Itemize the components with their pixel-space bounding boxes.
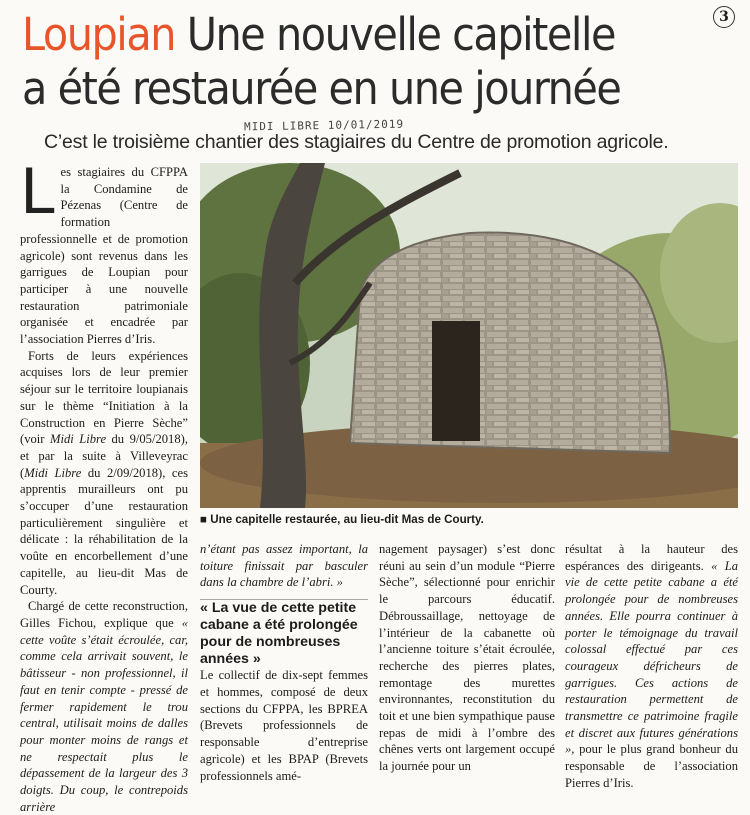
article-column-2 (200, 541, 368, 784)
subtitle: C’est le troisième chantier des stagiaires du Centre de promotion agricole. (44, 131, 669, 153)
article-column-1 (20, 155, 188, 815)
handwritten-note: MIDI LIBRE 10/01/2019 (243, 117, 405, 134)
paragraph-intro: es stagiaires du CFPPA la Condamine de Pézenas (Centre de formation professionnelle et de promotion agricole) sont revenus dans les garrigues de Loupian pour participer à une nouvelle restauration patrimoniale organisée et encadrée par l’association Pierres d’Iris. (20, 165, 188, 347)
quote-text: « La vie de cette petite cabane a été prolongée pour de nombreuses années. Elle pourra continuer à porter le témoignage du travail colossal effectué par ces courageux défricheurs de garrigues. Ces actions de restauration permettent de transmettre ce patrimoine fragile et discret aux futures générations » (565, 558, 738, 757)
paragraph-collective: Le collectif de dix-sept femmes et hommes, composé de deux sections du CFPPA, les BPREA (Brevets professionnels de responsable d’entreprise agricole) et les BPAP (Brevets professionnels amé- (200, 668, 368, 783)
paragraph-result: résultat à la hauteur des espérances des dirigeants. « La vie de cette petite cabane a été prolongée pour de nombreuses années. Elle pourra continuer à porter le témoignage du travail colossal effectué par ces courageux défricheurs de garrigues. Ces actions de restauration permettent de transmettre ce patrimoine fragile et discret aux futures générations », pour le plus grand bonheur du responsable de l’association Pierres d’Iris. (565, 542, 738, 790)
paragraph-experience: Forts de leurs expériences acquises lors de leur premier séjour sur le territoire loupianais sur le thème “Initiation à la Construction en Pierre Sèche” (voir Midi Libre du 9/05/2018), et par la suite à Villeveyrac (Midi Libre du 2/09/2018), ces apprentis murailleurs ont pu s’occuper d’une restauration particulièrement singulière et délicate : la réhabilitation de la voûte en encorbellement d’une capitelle, au lieu-dit Mas de Courty. (20, 348, 188, 597)
paragraph-module: nagement paysager) s’est donc réuni au sein d’un module “Pierre Sèche”, sélectionné pour enrichir le parcours éducatif. Débroussaillage, nettoyage de l’intérieur de la cabanette où l’ancienne toiture s’était écroulée, recherche des pierres plates, remontage des murettes environnantes, reconstitution du toit et une bien sympathique pause repas de midi à l’ombre des chênes verts ont largement occupé la journée pour un (379, 542, 555, 774)
photo-caption: ■ Une capitelle restaurée, au lieu-dit Mas de Courty. (200, 513, 738, 526)
article-column-3 (379, 541, 555, 775)
headline-line-1 (22, 8, 675, 62)
quote-text: « cette voûte s’était écroulée, car, comme cela arrivait souvent, le bâtisseur - non professionnel, il faut en tenir compte - pressé de fermer rapidement le trou central, utilisait moins de dalles pour monter moins de rangs et ne respectait plus le dépassement de la largeur des 3 doigts. Du coup, le contrepoids arrière (20, 615, 188, 814)
drop-cap: L (20, 155, 55, 228)
headline-line-2: a été restaurée en une journée (22, 62, 621, 115)
capitelle-photo-illustration (200, 163, 738, 508)
newspaper-name: Midi Libre (24, 465, 82, 480)
paragraph-quote-start: Chargé de cette reconstruction, Gilles Fichou, explique que « cette voûte s’était écroulée, car, comme cela arrivait souvent, le bâtisseur - non professionnel, il faut en tenir compte - pressé de fermer rapidement le trou central, utilisait moins de dalles pour monter moins de rangs et ne respectait plus le dépassement de la largeur des 3 doigts. Du coup, le contrepoids arrière (20, 599, 188, 814)
headline-town: Loupian (22, 8, 175, 61)
pull-quote: « La vue de cette petite cabane a été prolongée pour de nombreuses années » (200, 600, 358, 667)
headline (22, 8, 732, 116)
quote-end: n’étant pas assez important, la toiture finissait par basculer dans la chambre de l’abri. » (200, 542, 368, 590)
article-column-4 (565, 541, 738, 792)
article-photo (200, 163, 738, 508)
newspaper-name: Midi Libre (49, 432, 107, 447)
headline-line-1-text: Une nouvelle capitelle (186, 8, 615, 61)
page-number-badge: 3 (713, 6, 735, 28)
